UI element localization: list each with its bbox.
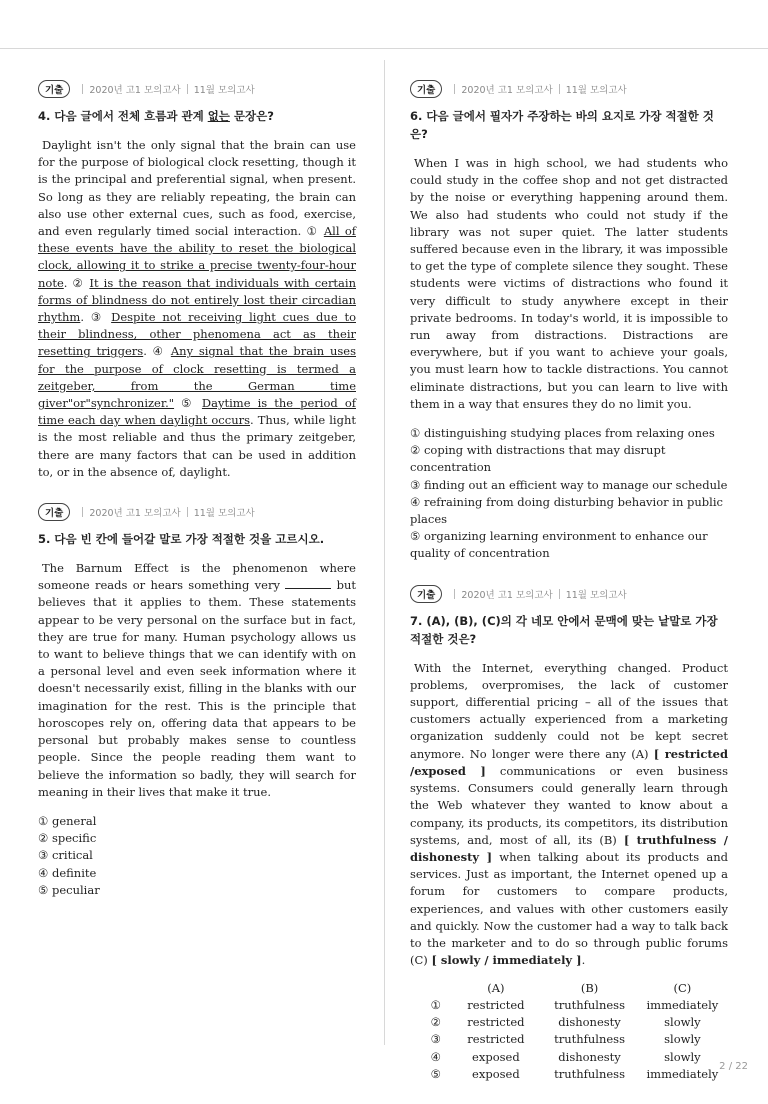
answer-row[interactable]: ② restricted dishonesty slowly xyxy=(430,1015,701,1030)
answer-table xyxy=(422,979,728,1082)
column-divider xyxy=(384,60,385,1045)
title-part: 4. 다음 글에서 전체 흐름과 관계 xyxy=(38,109,208,123)
header-divider xyxy=(0,48,768,49)
choice[interactable]: ② specific xyxy=(38,831,97,846)
question-title: 6. 다음 글에서 필자가 주장하는 바의 요지로 가장 적절한 것은? xyxy=(410,109,714,141)
exam-year: 2020년 고1 모의고사 xyxy=(89,508,181,520)
question-5 xyxy=(38,503,356,899)
choice[interactable]: ⑤ peculiar xyxy=(38,882,100,897)
question-meta xyxy=(38,80,356,98)
exam-badge: 기출 xyxy=(410,585,442,603)
question-meta xyxy=(410,80,728,98)
passage: The Barnum Effect is the phenomenon where someone reads or hears something very but believes that it applies to them. These statements appear to be very personal on the surface but in fact, they are true for many. Human psychology allows us to want to believe things that we can identify with on a personal level and even seek information where it doesn't necessarily exist, filling in the blanks with our imagination for the rest. This is the principle that horoscopes rely on, offering data that appears to be personal but probably makes sense to countless people. Since the people reading them want to believe the information so badly, they will search for meaning in their lives that make it true. xyxy=(38,561,357,799)
title-part: 문장은? xyxy=(229,109,274,123)
question-7 xyxy=(410,585,728,1083)
question-meta xyxy=(410,585,728,603)
word-choice-b: [ truthfulness / dishonesty ] xyxy=(410,832,728,864)
header-cell xyxy=(422,979,449,996)
answer-blank xyxy=(285,578,331,589)
exam-badge: 기출 xyxy=(38,80,70,98)
answer-table-header xyxy=(422,979,728,996)
passage: Daylight isn't the only signal that the brain can use for the purpose of biological clock resetting, though it is the principal and preferential signal, when present. So long as they are reliably repeating, the brain can also use other external cues, such as food, exercise, and even regularly timed social interaction. ① All of these events have the ability to reset the biological clock, allowing it to strike a precise twenty-four-hour note. ② It is the reason that individuals with certain forms of blindness do not entirely lost their circadian rhythm. ③ Despite not receiving light cues due to their blindness, other phenomena act as their resetting triggers. ④ Any signal that the brain uses for the purpose of clock resetting is termed a zeitgeber, from the German time giver"or"synchronizer." ⑤ Daytime is the period of time each day when daylight occurs. Thus, while light is the most reliable and thus the primary zeitgeber, there are many factors that can be used in addition to, or in the absence of, daylight. xyxy=(38,138,356,479)
meta-separator xyxy=(559,84,560,94)
meta-separator xyxy=(559,589,560,599)
word-choice-c: [ slowly / immediately ] xyxy=(431,953,582,968)
meta-separator xyxy=(454,84,455,94)
exam-month: 11월 모의고사 xyxy=(565,85,627,96)
choice-list xyxy=(38,813,356,899)
sentence-5: Daytime is the period of time each day when daylight occurs xyxy=(38,396,356,428)
word-choice-a: [ restricted /exposed ] xyxy=(410,746,728,778)
choice[interactable]: ③ critical xyxy=(38,848,93,863)
left-column xyxy=(38,80,356,921)
header-cell: (A) xyxy=(487,980,505,995)
exam-month: 11월 모의고사 xyxy=(193,85,255,96)
sentence-2: It is the reason that individuals with certain forms of blindness do not entirely lost their circadian rhythm xyxy=(38,275,356,325)
choice[interactable]: ④ refraining from doing disturbing behavior in public places xyxy=(410,494,723,527)
sentence-4: Any signal that the brain uses for the purpose of clock resetting is termed a zeitgeber, from the German time giver"or"synchronizer." xyxy=(38,344,356,411)
meta-separator xyxy=(187,84,188,94)
answer-row[interactable]: ① restricted truthfulness immediately xyxy=(430,998,719,1013)
question-meta xyxy=(38,503,356,521)
passage: When I was in high school, we had students who could study in the coffee shop and not get distracted by the noise or everything happening around them. We also had students who could not study if the library was not super quiet. The latter students suffered because even in the library, it was impossible to get the type of complete silence they sought. These students were victims of distractions who found it very difficult to study anywhere except in their private bedrooms. In today's world, it is impossible to run away from distractions. Distractions are everywhere, but if you want to achieve your goals, you must learn how to tackle distractions. You cannot eliminate distractions, but you can learn to live with them in a way that ensures they do no limit you. xyxy=(410,156,728,411)
question-4 xyxy=(38,80,356,481)
choice[interactable]: ① general xyxy=(38,813,97,828)
exam-month: 11월 모의고사 xyxy=(193,508,255,520)
choice[interactable]: ② coping with distractions that may disrupt concentration xyxy=(410,443,666,475)
choice-list xyxy=(410,425,728,563)
title-underlined: 없는 xyxy=(207,109,230,123)
exam-month: 11월 모의고사 xyxy=(565,589,627,601)
answer-row[interactable]: ④ exposed dishonesty slowly xyxy=(430,1049,701,1064)
question-6 xyxy=(410,80,728,563)
question-title: 7. (A), (B), (C)의 각 네모 안에서 문맥에 맞는 낱말로 가장 적절한 것은? xyxy=(410,613,718,646)
answer-row[interactable]: ⑤ exposed truthfulness immediately xyxy=(430,1066,719,1081)
passage: With the Internet, everything changed. Product problems, overpromises, the lack of customer support, differential pricing – all of the issues that customers actually experienced from a marketing organization suddenly could not be kept secret anymore. No longer were there any (A) [ restricted /exposed ] communications or even business systems. Consumers could generally learn through the Web whatever they wanted to know about a company, its products, its competitors, its distribution systems, and, most of all, its (B) [ truthfulness / dishonesty ] when talking about its products and services. Just as important, the Internet opened up a forum for customers to compare products, experiences, and values with other customers easily and quickly. Now the customer had a way to talk back to the marketer and to do so through public forums (C) [ slowly / immediately ]. xyxy=(410,660,728,968)
choice[interactable]: ⑤ organizing learning environment to enhance our quality of concentration xyxy=(410,529,708,561)
exam-badge: 기출 xyxy=(410,80,442,98)
exam-year: 2020년 고1 모의고사 xyxy=(89,85,181,96)
right-column xyxy=(410,80,728,1104)
sentence-3: Despite not receiving light cues due to their blindness, other phenomena act as their resetting triggers xyxy=(38,310,356,359)
meta-separator xyxy=(187,507,188,517)
exam-badge: 기출 xyxy=(38,503,70,521)
question-title xyxy=(38,107,356,125)
answer-row[interactable]: ③ restricted truthfulness slowly xyxy=(430,1032,701,1047)
header-cell: (B) xyxy=(580,980,599,995)
meta-separator xyxy=(82,84,83,94)
question-title: 5. 다음 빈 칸에 들어갈 말로 가장 적절한 것을 고르시오. xyxy=(38,532,325,547)
choice[interactable]: ④ definite xyxy=(38,865,97,880)
exam-year: 2020년 고1 모의고사 xyxy=(461,589,553,601)
sentence-1: All of these events have the ability to reset the biological clock, allowing it to strike a precise twenty-four-hour note xyxy=(38,224,356,290)
meta-separator xyxy=(454,589,455,599)
page-number: 2 / 22 xyxy=(719,1061,748,1072)
meta-separator xyxy=(82,507,83,517)
choice[interactable]: ① distinguishing studying places from relaxing ones xyxy=(410,426,715,441)
choice[interactable]: ③ finding out an efficient way to manage our schedule xyxy=(410,477,728,492)
exam-year: 2020년 고1 모의고사 xyxy=(461,85,553,96)
header-cell: (C) xyxy=(673,980,692,995)
